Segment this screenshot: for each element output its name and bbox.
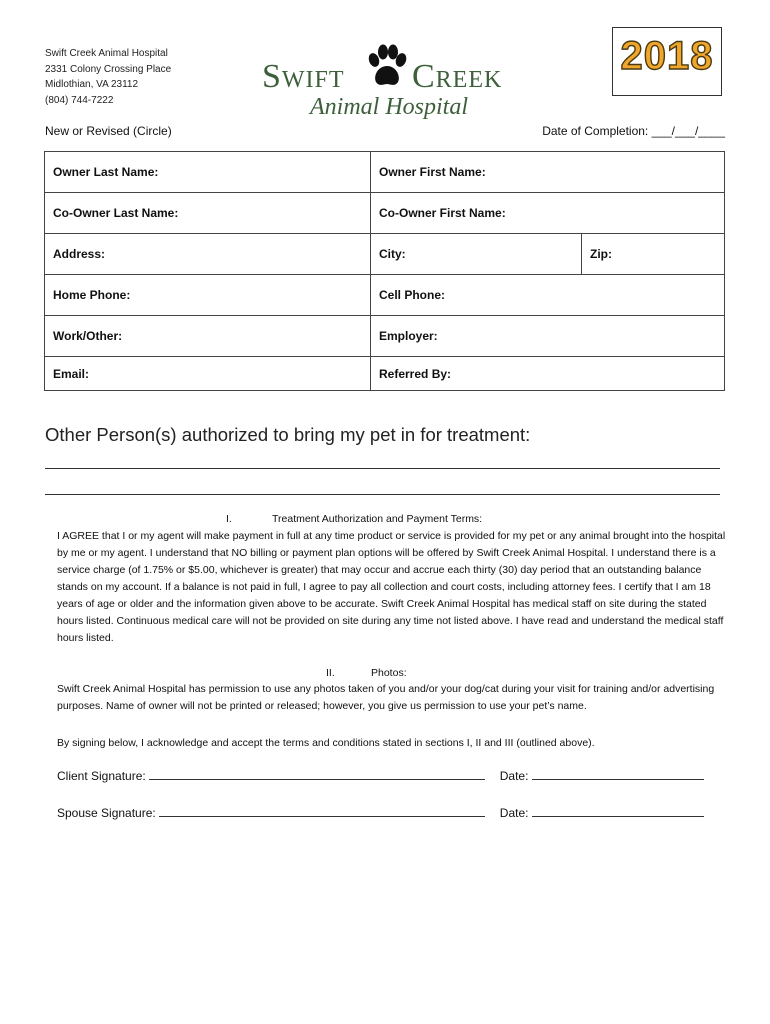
new-or-revised-label: New or Revised (Circle) xyxy=(45,124,172,138)
home-phone-field[interactable]: Home Phone: xyxy=(45,275,371,316)
client-signature-row xyxy=(57,769,704,783)
client-date-label: Date: xyxy=(499,769,529,783)
date-of-completion-field[interactable]: Date of Completion: ___/___/____ xyxy=(542,124,725,138)
address-field[interactable]: Address: xyxy=(45,234,371,275)
coowner-last-name-field[interactable]: Co-Owner Last Name: xyxy=(45,193,371,234)
city-field[interactable]: City: xyxy=(371,234,582,275)
work-other-field[interactable]: Work/Other: xyxy=(45,316,371,357)
section-2-body: Swift Creek Animal Hospital has permission to use any photos taken of you and/or your dog/cat during your visit for training and/or advertising purposes. Name of owner will not be printed or released; however, you give us permission to use your pet’s name. xyxy=(57,683,715,712)
email-field[interactable]: Email: xyxy=(45,357,371,391)
zip-field[interactable]: Zip: xyxy=(582,234,725,275)
form-year: 2018 xyxy=(620,34,714,78)
section-1-numeral: I. xyxy=(226,513,232,525)
client-signature-label: Client Signature: xyxy=(57,769,146,783)
clinic-logo xyxy=(262,42,518,127)
referred-by-field[interactable]: Referred By: xyxy=(371,357,725,391)
owner-last-name-field[interactable]: Owner Last Name: xyxy=(45,152,371,193)
clinic-name: Swift Creek Animal Hospital xyxy=(45,48,168,59)
clinic-phone: (804) 744-7222 xyxy=(45,94,114,106)
spouse-signature-label: Spouse Signature: xyxy=(57,806,156,820)
acknowledge-text: By signing below, I acknowledge and accept the terms and conditions stated in sections I, II and III (outlined above). xyxy=(57,737,595,749)
logo-word-swift: Swift xyxy=(262,58,345,95)
section-1-body: I AGREE that I or my agent will make payment in full at any time product or service is provided for my pet or any animal brought into the hospital by me or my agent. I understand that NO billing or payment plan options will be offered by Swift Creek Animal Hospital. I understand there is a service charge (of 1.75% or $5.00, whichever is greater) that may occur and accrue each thirty (30) day period that an outstanding balance stands on my account. If a balance is not paid in full, I agree to pay all collection and court costs, including attorney fees. I certify that I am 18 years of age or older and the information given above to be accurate. Swift Creek Animal Hospital has medical staff on site during the stated hours listed. Continuous medical care will not be provided on site during any time not listed above. I have read and understand the medical staff hours listed. xyxy=(57,530,726,644)
authorized-persons-heading: Other Person(s) authorized to bring my pet in for treatment: xyxy=(45,424,531,445)
section-1-title: Treatment Authorization and Payment Terms: xyxy=(272,513,483,525)
coowner-first-name-field[interactable]: Co-Owner First Name: xyxy=(371,193,725,234)
owner-first-name-field[interactable]: Owner First Name: xyxy=(371,152,725,193)
spouse-signature-row xyxy=(57,806,704,820)
clinic-city: Midlothian, VA 23112 xyxy=(45,79,139,90)
logo-subtitle: Animal Hospital xyxy=(310,94,469,120)
section-2-numeral: II. xyxy=(326,667,335,679)
cell-phone-field[interactable]: Cell Phone: xyxy=(371,275,725,316)
clinic-street: 2331 Colony Crossing Place xyxy=(45,63,172,75)
authorized-person-line-2[interactable] xyxy=(45,494,720,495)
client-date-line[interactable] xyxy=(532,769,704,780)
spouse-signature-line[interactable] xyxy=(159,806,485,817)
paw-print-icon xyxy=(366,44,408,90)
authorized-person-line-1[interactable] xyxy=(45,468,720,469)
spouse-date-label: Date: xyxy=(499,806,529,820)
client-signature-line[interactable] xyxy=(149,769,485,780)
clinic-address-block xyxy=(45,46,171,108)
spouse-date-line[interactable] xyxy=(532,806,704,817)
logo-word-creek: Creek xyxy=(412,58,503,95)
section-2-title: Photos: xyxy=(371,667,407,679)
employer-field[interactable]: Employer: xyxy=(371,316,725,357)
year-box xyxy=(612,27,722,96)
owner-info-table xyxy=(44,151,725,391)
